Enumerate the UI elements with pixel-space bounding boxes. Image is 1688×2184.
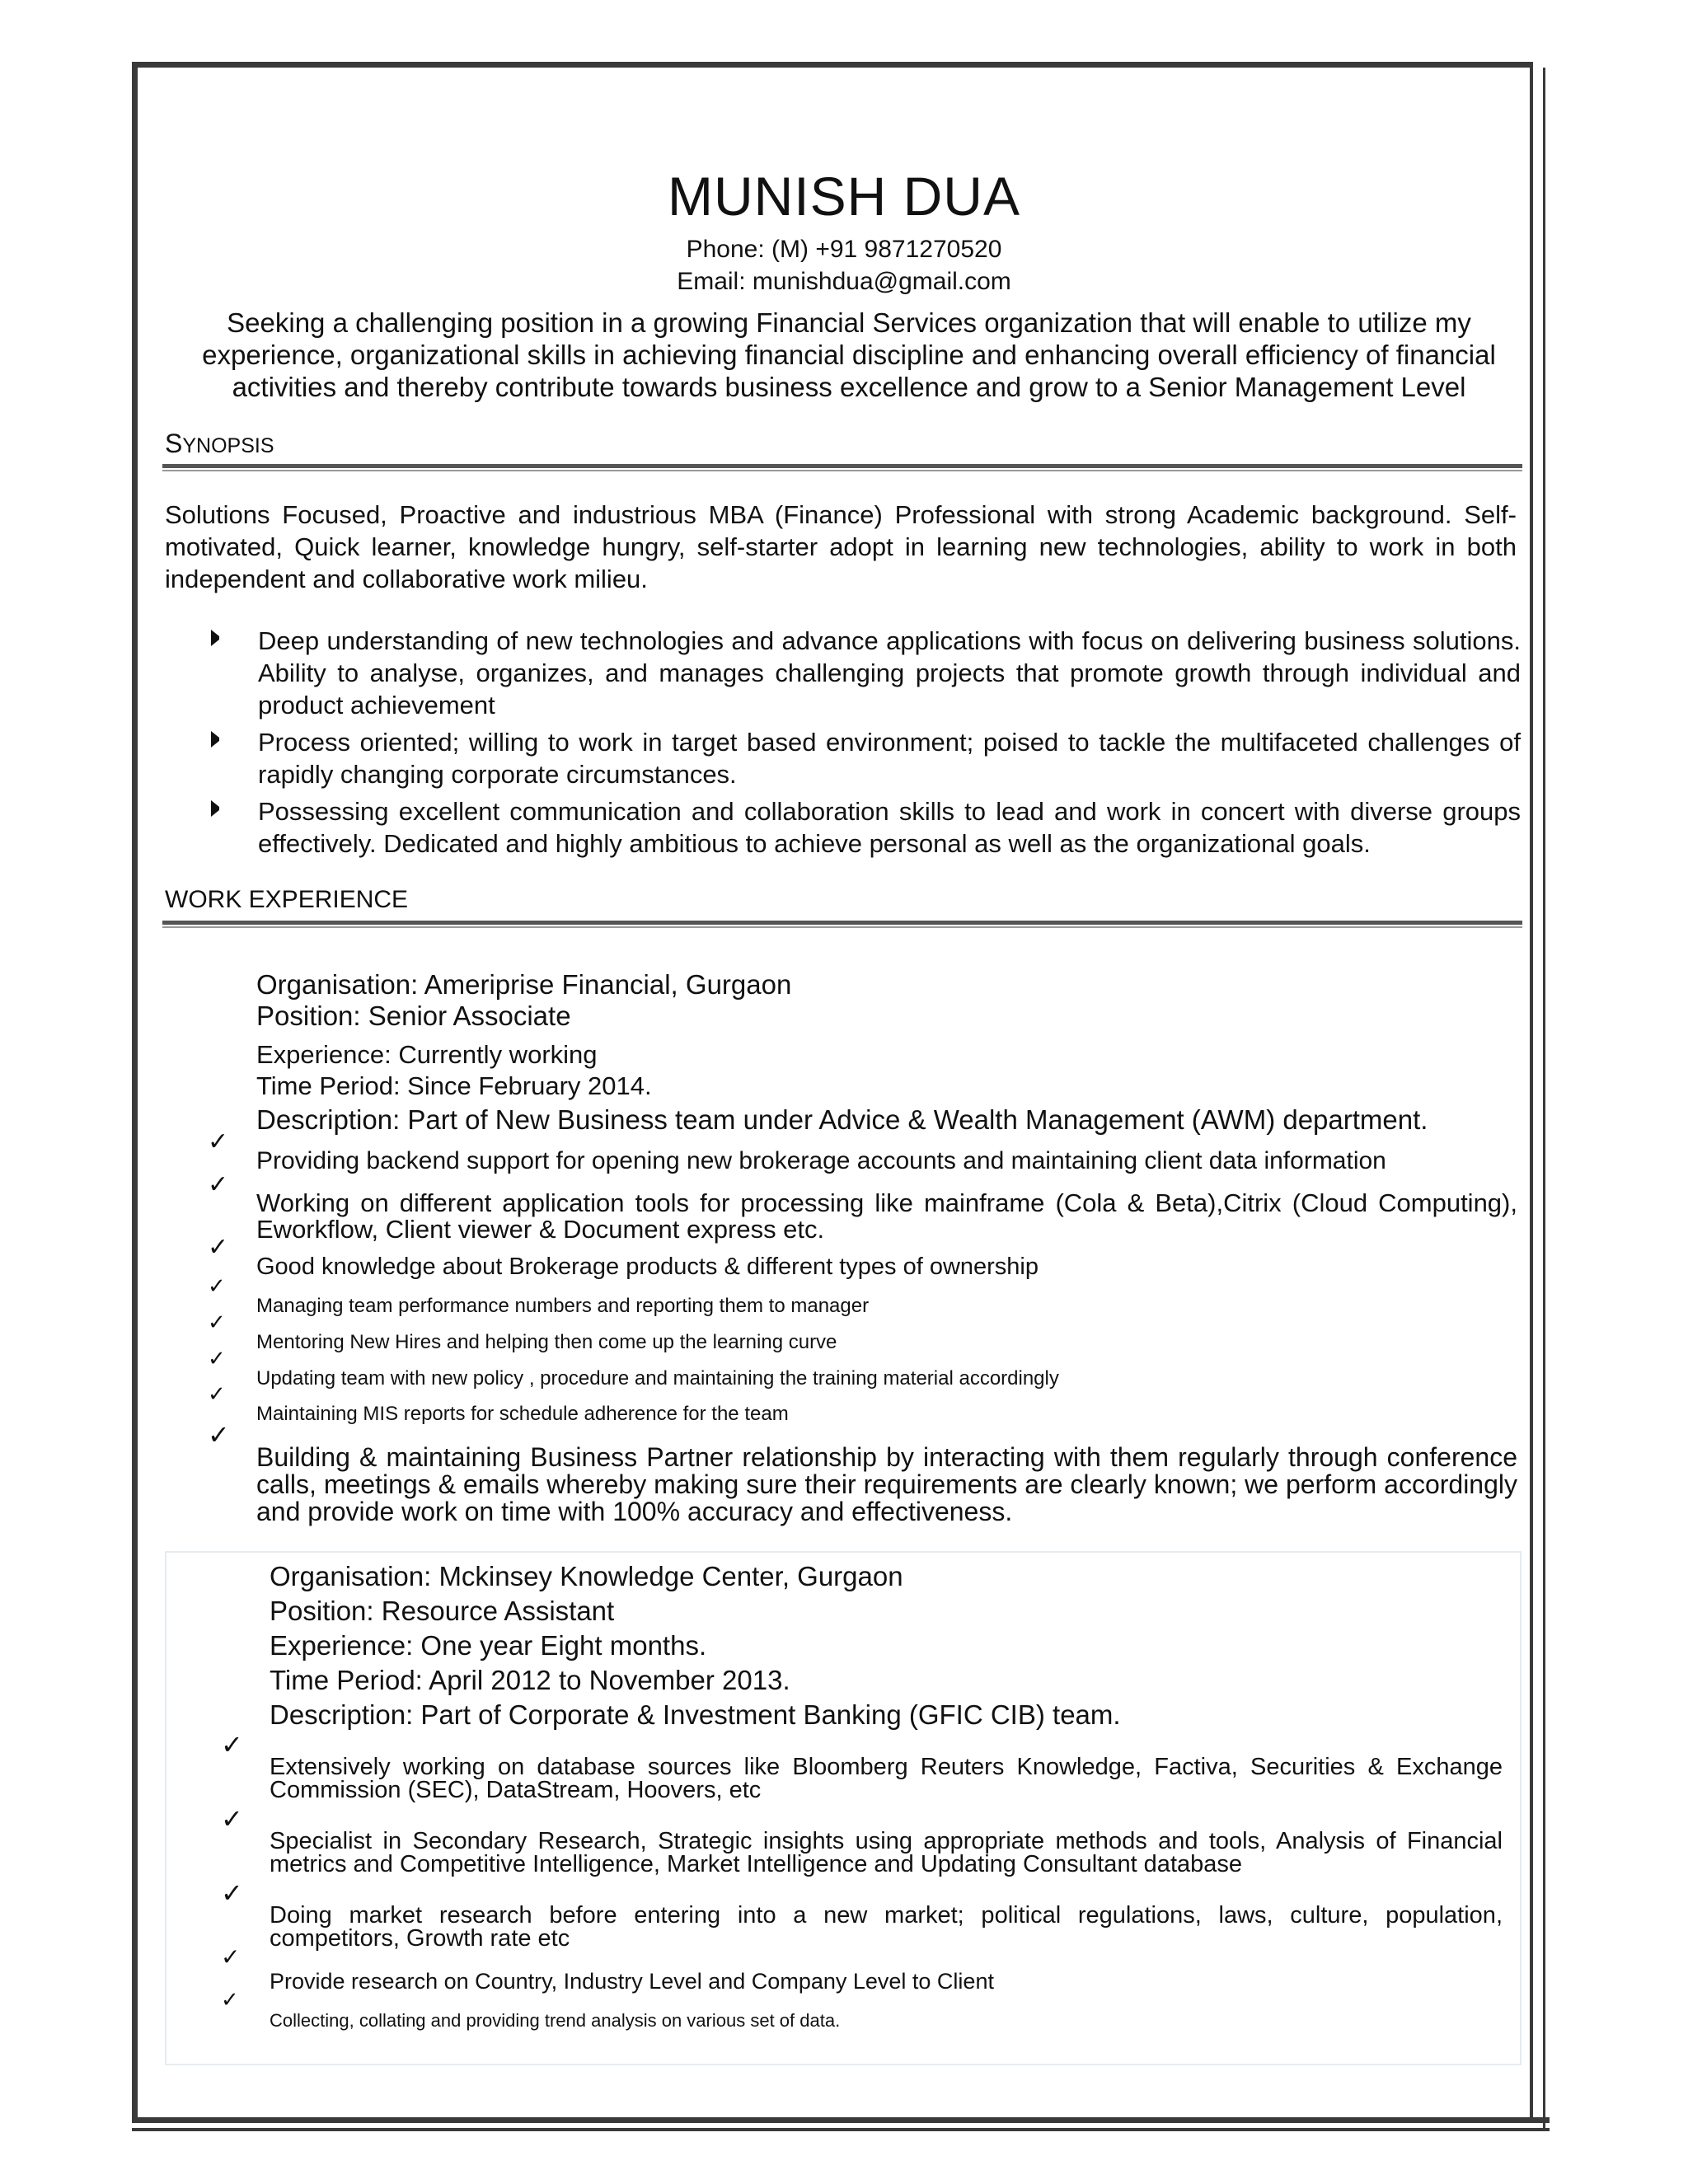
page-border-bottom-shadow	[132, 2128, 1550, 2131]
job-description: Description: Part of Corporate & Investment Banking (GFIC CIB) team.	[270, 1699, 1121, 1730]
job-duty: Collecting, collating and providing trend analysis on various set of data.	[270, 2010, 841, 2031]
list-item: Deep understanding of new technologies and advance applications with focus on delivering business solutions. Ability to analyse, organizes, and manages challenging projects that promote growth through individual and product achievement	[165, 625, 1521, 721]
bullet-icon	[211, 800, 219, 817]
list-item: Possessing excellent communication and collaboration skills to lead and work in concert with diverse groups effectively. Dedicated and highly ambitious to achieve personal as well as the organizational goals.	[165, 795, 1521, 860]
synopsis-heading	[165, 429, 274, 459]
checkmark-icon: ✓	[208, 1274, 226, 1299]
checkmark-icon: ✓	[208, 1170, 229, 1199]
phone: Phone: (M) +91 9871270520	[686, 236, 1002, 263]
job-duty: Doing market research before entering into a new market; political regulations, laws, culture, population, competitors, Growth rate etc	[270, 1902, 1503, 1952]
checkmark-icon: ✓	[221, 1988, 239, 2013]
bullet-icon	[211, 630, 219, 646]
list-item: Process oriented; willing to work in target based environment; poised to tackle the multifaceted challenges of rapidly changing corporate circumstances.	[165, 726, 1521, 790]
page-border-right-shadow	[1543, 68, 1545, 2128]
job-duty: Building & maintaining Business Partner relationship by interacting with them regularly through conference calls, meetings & emails whereby making sure their requirements are clearly known; we perform accordingly and provide work on time with 100% accuracy and effectiveness.	[256, 1442, 1517, 1526]
job-position: Position: Resource Assistant	[270, 1596, 615, 1626]
job-duty: Working on different application tools for processing like mainframe (Cola & Beta),Citrix (Cloud Computing), Eworkflow, Client viewer & Document express etc.	[256, 1188, 1517, 1244]
career-objective: Seeking a challenging position in a growing Financial Services organization that will enable to utilize my experience, organizational skills in achieving financial discipline and enhancing overall efficiency of financial activities and thereby contribute towards business excellence and grow to a Senior Management Level	[202, 307, 1496, 402]
checkmark-icon: ✓	[208, 1382, 226, 1407]
checkmark-icon: ✓	[208, 1347, 226, 1371]
checkmark-icon: ✓	[208, 1310, 226, 1335]
job-period: Time Period: April 2012 to November 2013.	[270, 1665, 790, 1695]
checkmark-icon: ✓	[208, 1419, 230, 1451]
section-divider	[162, 464, 1522, 468]
synopsis-heading-initial: S	[165, 429, 183, 458]
job-duty: Provide research on Country, Industry Level and Company Level to Client	[270, 1969, 994, 1994]
work-experience-heading: WORK EXPERIENCE	[165, 886, 409, 913]
page-border-bottom	[132, 2117, 1550, 2123]
job-description: Description: Part of New Business team under Advice & Wealth Management (AWM) department.	[256, 1104, 1428, 1135]
job-duty: Managing team performance numbers and reporting them to manager	[256, 1295, 870, 1317]
email: Email: munishdua@gmail.com	[677, 268, 1011, 295]
job-organisation: Organisation: Ameriprise Financial, Gurgaon	[256, 969, 792, 1000]
checkmark-icon: ✓	[221, 1877, 243, 1909]
checkmark-icon: ✓	[208, 1127, 229, 1156]
checkmark-icon: ✓	[221, 1943, 241, 1971]
job-experience: Experience: One year Eight months.	[270, 1630, 707, 1661]
job-duty: Good knowledge about Brokerage products & different types of ownership	[256, 1254, 1039, 1280]
job-position: Position: Senior Associate	[256, 1001, 571, 1031]
job-duty: Specialist in Secondary Research, Strategic insights using appropriate methods and tools, Analysis of Financial metrics and Competitive Intelligence, Market Intelligence and Updating Consultant database	[270, 1828, 1503, 1877]
job-duty: Mentoring New Hires and helping then come up the learning curve	[256, 1331, 837, 1353]
candidate-name: MUNISH DUA	[667, 166, 1020, 227]
section-divider	[162, 921, 1522, 925]
checkmark-icon: ✓	[208, 1233, 229, 1262]
job-experience: Experience: Currently working	[256, 1040, 598, 1069]
synopsis-heading-rest: YNOPSIS	[182, 434, 274, 457]
job-duty: Maintaining MIS reports for schedule adherence for the team	[256, 1403, 789, 1425]
checkmark-icon: ✓	[221, 1803, 243, 1835]
job-duty: Updating team with new policy , procedure and maintaining the training material accordingly	[256, 1367, 1059, 1390]
job-duty: Extensively working on database sources like Bloomberg Reuters Knowledge, Factiva, Securities & Exchange Commission (SEC), DataStream, Hoovers, etc	[270, 1754, 1503, 1803]
checkmark-icon: ✓	[221, 1729, 243, 1760]
job-organisation: Organisation: Mckinsey Knowledge Center, Gurgaon	[270, 1561, 903, 1591]
bullet-icon	[211, 731, 219, 748]
job-duty: Providing backend support for opening new brokerage accounts and maintaining client data information	[256, 1147, 1386, 1174]
synopsis-summary: Solutions Focused, Proactive and industrious MBA (Finance) Professional with strong Academic background. Self-motivated, Quick learner, knowledge hungry, self-starter adopt in learning new technologies, ability to work in both independent and collaborative work milieu.	[165, 500, 1517, 593]
job-period: Time Period: Since February 2014.	[256, 1071, 652, 1100]
synopsis-points	[165, 625, 1521, 865]
